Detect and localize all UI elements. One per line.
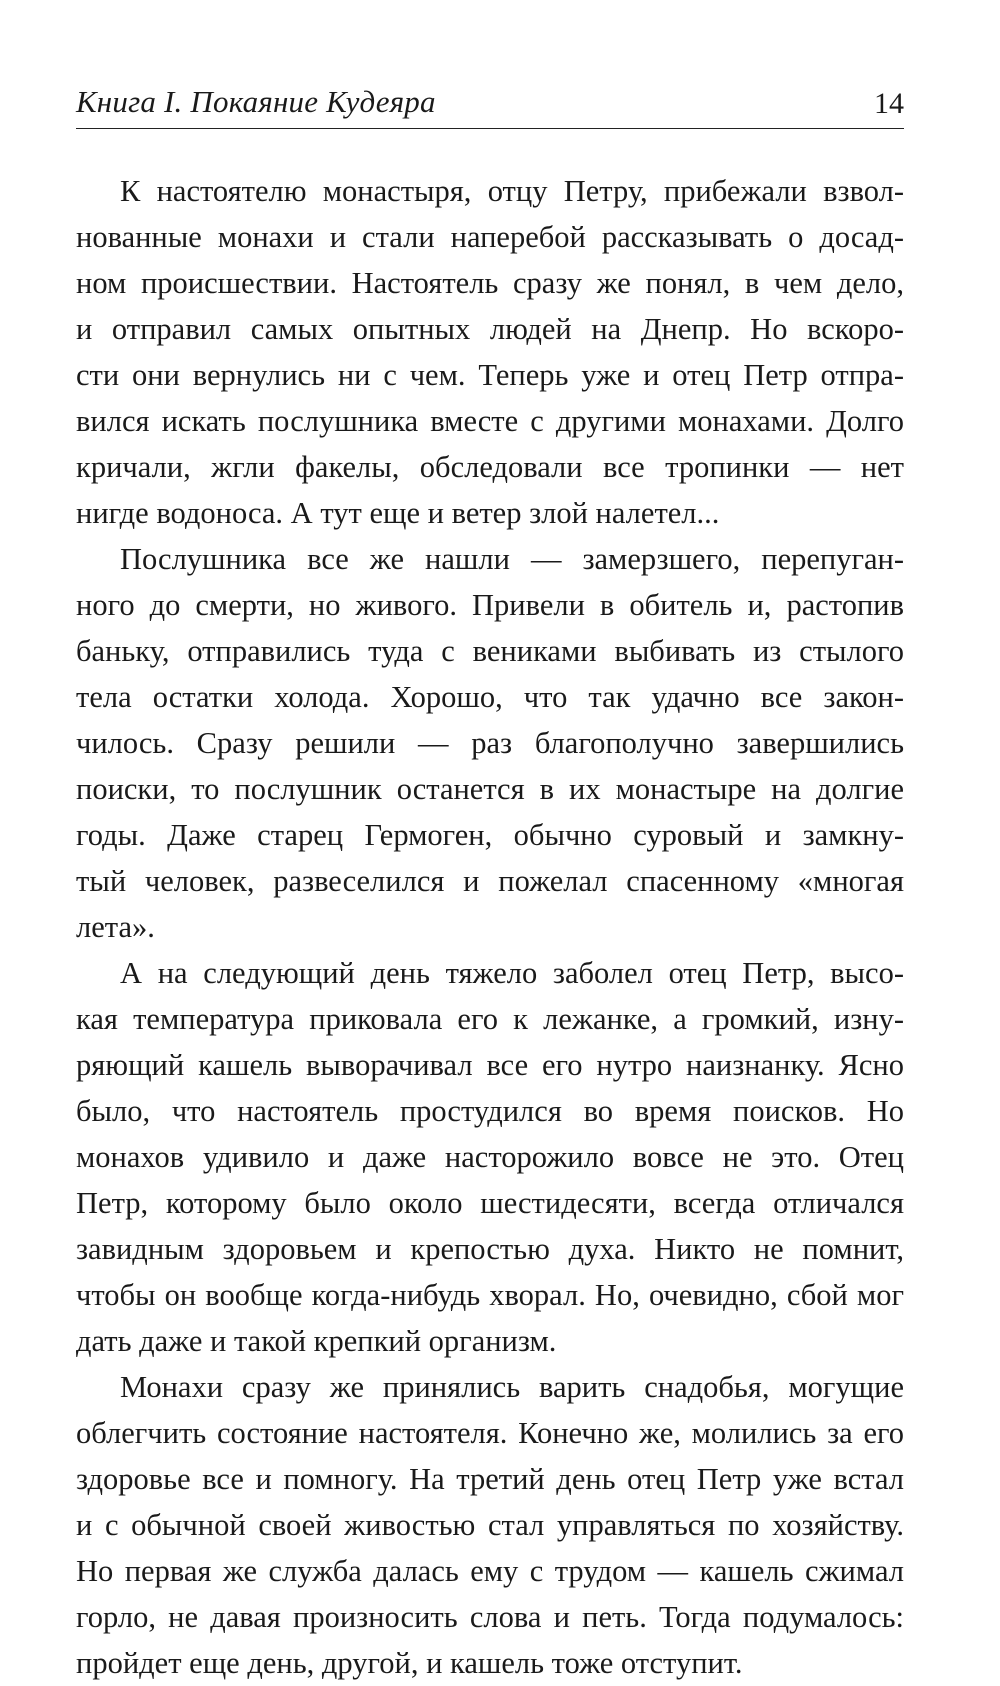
- text-line: нигде водоноса. А тут еще и ветер злой налетел...: [76, 496, 720, 530]
- text-line: поиски, то послушник останется в их монастыре на долгие: [76, 772, 904, 806]
- paragraph: [76, 1364, 904, 1686]
- text-line: Монахи сразу же принялись варить снадобья, могущие: [120, 1370, 904, 1404]
- text-line: Послушника все же нашли — замерзшего, перепуган-: [120, 542, 904, 576]
- text-line: и отправил самых опытных людей на Днепр. Но вскоро-: [76, 312, 904, 346]
- text-line: завидным здоровьем и крепостью духа. Никто не помнит,: [76, 1232, 904, 1266]
- text-line: пройдет еще день, другой, и кашель тоже отступит.: [76, 1646, 743, 1680]
- text-line: тела остатки холода. Хорошо, что так удачно все закон-: [76, 680, 904, 714]
- text-line: ном происшествии. Настоятель сразу же понял, в чем дело,: [76, 266, 904, 300]
- text-line: Петр, которому было около шестидесяти, всегда отличался: [76, 1186, 904, 1220]
- paragraph: [76, 536, 904, 950]
- text-line: здоровье все и помногу. На третий день отец Петр уже встал: [76, 1462, 904, 1496]
- text-line: монахов удивило и даже насторожило вовсе не это. Отец: [76, 1140, 904, 1174]
- text-line: было, что настоятель простудился во время поисков. Но: [76, 1094, 904, 1128]
- text-line: кричали, жгли факелы, обследовали все тропинки — нет: [76, 450, 904, 484]
- text-line: дать даже и такой крепкий организм.: [76, 1324, 557, 1358]
- body-text: [76, 168, 904, 1686]
- text-line: К настоятелю монастыря, отцу Петру, прибежали взвол-: [120, 174, 904, 208]
- text-line: и с обычной своей живостью стал управляться по хозяйству.: [76, 1508, 904, 1542]
- text-line: чилось. Сразу решили — раз благополучно завершились: [76, 726, 904, 760]
- paragraph: [76, 168, 904, 536]
- page-number: 14: [874, 87, 904, 120]
- text-line: лета».: [76, 910, 155, 944]
- text-line: Но первая же служба далась ему с трудом — кашель сжимал: [76, 1554, 904, 1588]
- text-line: горло, не давая произносить слова и петь. Тогда подумалось:: [76, 1600, 904, 1634]
- text-line: кая температура приковала его к лежанке, а громкий, изну-: [76, 1002, 904, 1036]
- text-line: ряющий кашель выворачивал все его нутро наизнанку. Ясно: [76, 1048, 904, 1082]
- paragraph: [76, 950, 904, 1364]
- running-title: Книга I. Покаяние Кудеяра: [76, 84, 436, 119]
- text-line: тый человек, развеселился и пожелал спасенному «многая: [76, 864, 904, 898]
- text-line: облегчить состояние настоятеля. Конечно же, молились за его: [76, 1416, 904, 1450]
- text-line: сти они вернулись ни с чем. Теперь уже и отец Петр отпра-: [76, 358, 904, 392]
- running-header: [76, 80, 904, 129]
- text-line: нованные монахи и стали наперебой рассказывать о досад-: [76, 220, 904, 254]
- text-line: А на следующий день тяжело заболел отец Петр, высо-: [120, 956, 904, 990]
- text-line: ного до смерти, но живого. Привели в обитель и, растопив: [76, 588, 904, 622]
- text-line: годы. Даже старец Гермоген, обычно суровый и замкну-: [76, 818, 904, 852]
- text-line: баньку, отправились туда с вениками выбивать из стылого: [76, 634, 904, 668]
- text-line: вился искать послушника вместе с другими монахами. Долго: [76, 404, 904, 438]
- text-line: чтобы он вообще когда-нибудь хворал. Но, очевидно, сбой мог: [76, 1278, 904, 1312]
